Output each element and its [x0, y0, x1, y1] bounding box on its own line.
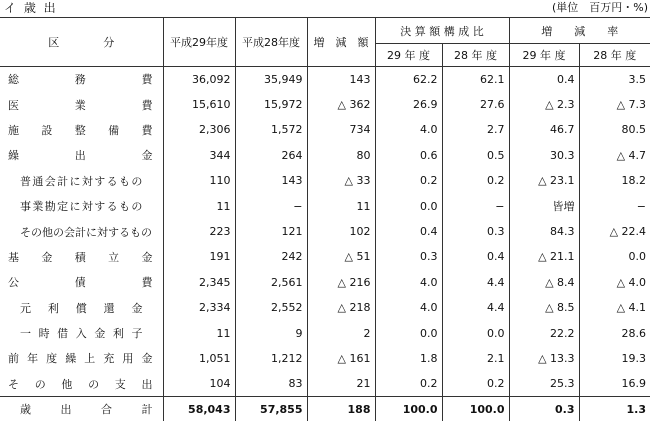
- rate-29: 皆増: [509, 193, 579, 218]
- ratio-29: 0.2: [375, 168, 442, 193]
- row-label-text: そ の 他 の 支 出: [8, 377, 153, 391]
- rate-28: −: [579, 193, 650, 218]
- ratio-28: 4.4: [442, 270, 509, 295]
- rate-28: 28.6: [579, 320, 650, 345]
- row-label: [0, 193, 163, 218]
- value-h28: 264: [235, 143, 307, 168]
- value-diff: 734: [307, 117, 375, 142]
- value-diff: △ 33: [307, 168, 375, 193]
- total-row: [0, 397, 650, 421]
- ratio-29: 4.0: [375, 270, 442, 295]
- ratio-29: 0.0: [375, 193, 442, 218]
- value-h29: 15,610: [163, 92, 235, 117]
- rate-29: △ 23.1: [509, 168, 579, 193]
- value-h29: 58,043: [163, 397, 235, 421]
- table-row: [0, 92, 650, 117]
- value-diff: △ 362: [307, 92, 375, 117]
- ratio-28: 2.7: [442, 117, 509, 142]
- row-label-text: 元 利 償 還 金: [20, 301, 143, 315]
- rate-29: 30.3: [509, 143, 579, 168]
- header-kubun: 区 分: [0, 18, 163, 67]
- ratio-28: 0.0: [442, 320, 509, 345]
- value-h28: 121: [235, 219, 307, 244]
- row-label-text: 総 務 費: [8, 73, 153, 87]
- value-diff: 143: [307, 67, 375, 92]
- rate-29: △ 21.1: [509, 244, 579, 269]
- header-rate-29: 29 年 度: [509, 44, 579, 67]
- row-label-text: 公 債 費: [8, 276, 153, 290]
- row-label: [0, 143, 163, 168]
- rate-28: 80.5: [579, 117, 650, 142]
- header-ratio: 決 算 額 構 成 比: [375, 18, 509, 44]
- rate-29: △ 8.5: [509, 295, 579, 320]
- row-label: [0, 397, 163, 421]
- value-h28: 57,855: [235, 397, 307, 421]
- ratio-29: 4.0: [375, 117, 442, 142]
- row-label: [0, 295, 163, 320]
- header-ratio-28: 28 年 度: [442, 44, 509, 67]
- ratio-28: 0.2: [442, 168, 509, 193]
- value-h28: 1,212: [235, 346, 307, 371]
- value-h28: 83: [235, 371, 307, 396]
- value-h29: 36,092: [163, 67, 235, 92]
- value-h28: 2,561: [235, 270, 307, 295]
- rate-28: △ 4.7: [579, 143, 650, 168]
- value-h29: 2,345: [163, 270, 235, 295]
- value-h29: 344: [163, 143, 235, 168]
- header-h29: 平成29年度: [163, 18, 235, 67]
- value-h29: 104: [163, 371, 235, 396]
- table-row: [0, 320, 650, 345]
- rate-28: 16.9: [579, 371, 650, 396]
- rate-28: 3.5: [579, 67, 650, 92]
- ratio-28: 0.5: [442, 143, 509, 168]
- table-row: [0, 143, 650, 168]
- row-label: [0, 168, 163, 193]
- rate-28: △ 22.4: [579, 219, 650, 244]
- row-label-text: 医 業 費: [8, 98, 153, 112]
- ratio-29: 0.4: [375, 219, 442, 244]
- ratio-29: 1.8: [375, 346, 442, 371]
- value-h28: 9: [235, 320, 307, 345]
- value-h28: 242: [235, 244, 307, 269]
- row-label-text: 普 通 会 計 に 対 す る も の: [20, 174, 143, 188]
- row-label: [0, 219, 163, 244]
- header-rate: 増 減 率: [509, 18, 650, 44]
- value-diff: 188: [307, 397, 375, 421]
- table-row: [0, 193, 650, 218]
- ratio-29: 0.2: [375, 371, 442, 396]
- value-h29: 2,306: [163, 117, 235, 142]
- table-row: [0, 168, 650, 193]
- value-diff: 102: [307, 219, 375, 244]
- value-diff: △ 161: [307, 346, 375, 371]
- table-body: [0, 67, 650, 421]
- rate-28: △ 4.0: [579, 270, 650, 295]
- row-label: [0, 346, 163, 371]
- value-h29: 2,334: [163, 295, 235, 320]
- row-label-text: 事 業 勘 定 に 対 す る も の: [20, 200, 143, 214]
- ratio-29: 62.2: [375, 67, 442, 92]
- table-row: [0, 295, 650, 320]
- rate-28: △ 4.1: [579, 295, 650, 320]
- value-h29: 1,051: [163, 346, 235, 371]
- rate-28: 18.2: [579, 168, 650, 193]
- ratio-28: 0.3: [442, 219, 509, 244]
- unit-note: (単位 百万円・%): [551, 1, 648, 14]
- value-h29: 11: [163, 193, 235, 218]
- value-diff: △ 218: [307, 295, 375, 320]
- ratio-28: −: [442, 193, 509, 218]
- value-h28: 15,972: [235, 92, 307, 117]
- row-label: [0, 371, 163, 396]
- value-diff: 80: [307, 143, 375, 168]
- ratio-28: 2.1: [442, 346, 509, 371]
- ratio-29: 4.0: [375, 295, 442, 320]
- row-label-text: そ の 他 の 会 計 に 対 す る も の: [20, 225, 152, 239]
- row-label-text: 前 年 度 繰 上 充 用 金: [8, 352, 153, 366]
- rate-28: 1.3: [579, 397, 650, 421]
- value-diff: 11: [307, 193, 375, 218]
- rate-29: △ 13.3: [509, 346, 579, 371]
- table-row: [0, 117, 650, 142]
- row-label: [0, 92, 163, 117]
- rate-29: △ 8.4: [509, 270, 579, 295]
- table-row: [0, 244, 650, 269]
- row-label: [0, 67, 163, 92]
- table-row: [0, 67, 650, 92]
- value-diff: 21: [307, 371, 375, 396]
- ratio-29: 0.0: [375, 320, 442, 345]
- rate-29: 25.3: [509, 371, 579, 396]
- ratio-28: 27.6: [442, 92, 509, 117]
- table-row: [0, 219, 650, 244]
- header-ratio-29: 29 年 度: [375, 44, 442, 67]
- rate-29: 22.2: [509, 320, 579, 345]
- ratio-29: 100.0: [375, 397, 442, 421]
- expenditure-table: [0, 17, 650, 421]
- value-h28: 35,949: [235, 67, 307, 92]
- value-h28: 1,572: [235, 117, 307, 142]
- table-row: [0, 270, 650, 295]
- rate-29: 84.3: [509, 219, 579, 244]
- header-diff: 増 減 額: [307, 18, 375, 67]
- row-label-text: 施 設 整 備 費: [8, 123, 153, 137]
- table-row: [0, 346, 650, 371]
- value-diff: 2: [307, 320, 375, 345]
- value-h29: 223: [163, 219, 235, 244]
- ratio-28: 0.2: [442, 371, 509, 396]
- rate-29: 0.4: [509, 67, 579, 92]
- row-label-text: 歳 出 合 計: [20, 403, 153, 417]
- rate-28: 19.3: [579, 346, 650, 371]
- table-row: [0, 371, 650, 396]
- header-h28: 平成28年度: [235, 18, 307, 67]
- row-label-text: 一 時 借 入 金 利 子: [20, 327, 143, 341]
- value-h28: 143: [235, 168, 307, 193]
- ratio-28: 100.0: [442, 397, 509, 421]
- ratio-28: 4.4: [442, 295, 509, 320]
- header-rate-28: 28 年 度: [579, 44, 650, 67]
- ratio-29: 0.6: [375, 143, 442, 168]
- value-h28: 2,552: [235, 295, 307, 320]
- rate-29: △ 2.3: [509, 92, 579, 117]
- value-h29: 191: [163, 244, 235, 269]
- value-h29: 110: [163, 168, 235, 193]
- rate-29: 0.3: [509, 397, 579, 421]
- value-h29: 11: [163, 320, 235, 345]
- section-heading: イ 歳 出: [4, 1, 58, 15]
- row-label: [0, 244, 163, 269]
- rate-28: △ 7.3: [579, 92, 650, 117]
- ratio-28: 62.1: [442, 67, 509, 92]
- row-label-text: 繰 出 金: [8, 149, 153, 163]
- row-label: [0, 270, 163, 295]
- ratio-29: 0.3: [375, 244, 442, 269]
- rate-29: 46.7: [509, 117, 579, 142]
- ratio-28: 0.4: [442, 244, 509, 269]
- value-h28: −: [235, 193, 307, 218]
- value-diff: △ 216: [307, 270, 375, 295]
- row-label-text: 基 金 積 立 金: [8, 250, 153, 264]
- row-label: [0, 117, 163, 142]
- ratio-29: 26.9: [375, 92, 442, 117]
- value-diff: △ 51: [307, 244, 375, 269]
- row-label: [0, 320, 163, 345]
- rate-28: 0.0: [579, 244, 650, 269]
